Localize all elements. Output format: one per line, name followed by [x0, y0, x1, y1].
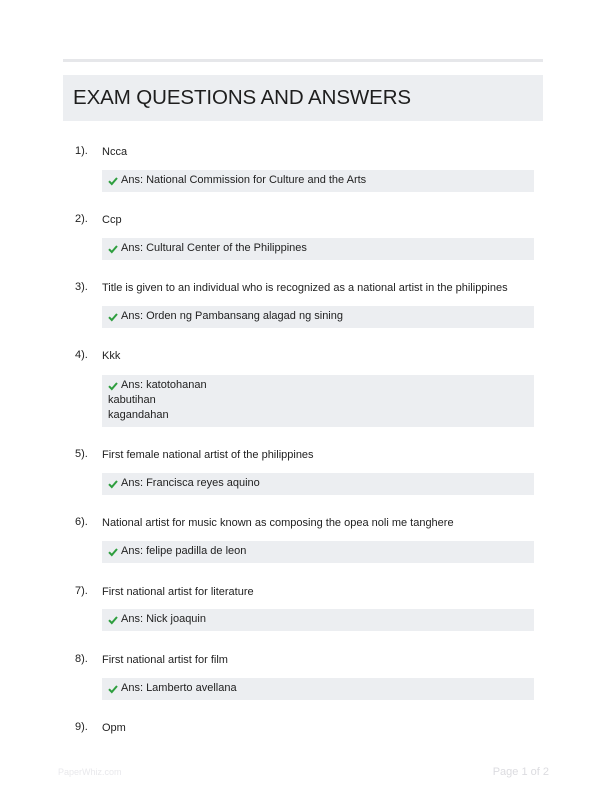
answer-box	[102, 306, 534, 328]
answer-text: Ans: felipe padilla de leon	[121, 545, 247, 557]
question-number: 7).	[75, 585, 88, 597]
check-icon	[108, 479, 118, 489]
question-text: Ccp	[102, 214, 122, 226]
answer-box	[102, 375, 534, 427]
question-number: 8).	[75, 653, 88, 665]
question-text: First national artist for film	[102, 654, 228, 666]
question-number: 2).	[75, 213, 88, 225]
answer-text: Ans: katotohanan	[121, 379, 207, 391]
footer-watermark: PaperWhiz.com	[58, 767, 122, 777]
answer-text: Ans: Cultural Center of the Philippines	[121, 242, 307, 254]
answer-extra-line: kagandahan	[108, 409, 169, 421]
question-number: 3).	[75, 281, 88, 293]
check-icon	[108, 547, 118, 557]
answer-text: Ans: Francisca reyes aquino	[121, 477, 260, 489]
answer-box	[102, 170, 534, 192]
answer-text: Ans: National Commission for Culture and the Arts	[121, 174, 367, 186]
top-rule	[63, 59, 543, 62]
question-number: 5).	[75, 448, 88, 460]
question-text: Opm	[102, 722, 126, 734]
question-text: National artist for music known as composing the opea noli me tanghere	[102, 517, 454, 529]
question-text: Kkk	[102, 350, 121, 362]
check-icon	[108, 684, 118, 694]
answer-extra-line: kabutihan	[108, 394, 156, 406]
question-text: Title is given to an individual who is recognized as a national artist in the philippines	[102, 282, 508, 294]
question-text: First national artist for literature	[102, 586, 254, 598]
question-number: 1).	[75, 145, 88, 157]
answer-text: Ans: Lamberto avellana	[121, 682, 237, 694]
answer-text: Ans: Orden ng Pambansang alagad ng sining	[121, 310, 343, 322]
title-bar	[63, 75, 543, 121]
question-text: Ncca	[102, 146, 128, 158]
check-icon	[108, 381, 118, 391]
question-number: 9).	[75, 721, 88, 733]
answer-box	[102, 678, 534, 700]
answer-box	[102, 541, 534, 563]
check-icon	[108, 176, 118, 186]
question-number: 6).	[75, 516, 88, 528]
question-number: 4).	[75, 349, 88, 361]
check-icon	[108, 244, 118, 254]
check-icon	[108, 615, 118, 625]
answer-box	[102, 238, 534, 260]
page-number: Page 1 of 2	[492, 766, 549, 778]
answer-box	[102, 609, 534, 631]
answer-text: Ans: Nick joaquin	[121, 613, 206, 625]
question-text: First female national artist of the philippines	[102, 449, 314, 461]
answer-box	[102, 473, 534, 495]
page-title: EXAM QUESTIONS AND ANSWERS	[73, 86, 411, 109]
check-icon	[108, 312, 118, 322]
